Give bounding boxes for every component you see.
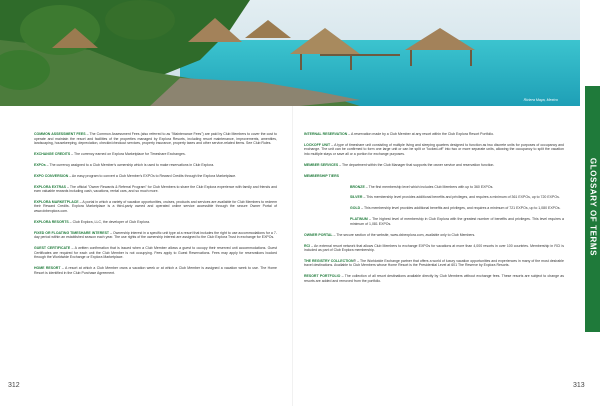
entry-term: EXPLORA MARKETPLACE [34,199,79,204]
entry-term: THE REGISTRY COLLECTION [304,258,354,263]
entry-term: HOME RESORT [34,266,61,271]
glossary-entry [304,163,564,168]
right-column [304,132,564,290]
entry-text: – An easy program to convert a Club Member's EXPOs to Reward Credits through the Explora Marketplace. [68,173,237,178]
entry-term: EXPO CONVERSION [34,173,69,178]
photo-caption: Riviera Maya, Mexico [523,98,558,102]
entry-text: – The collection of all resort destinations available directly by Club Members without exchange fees. These resorts are subject to change as resorts are added and removed from the portfolio. [304,274,564,283]
glossary-entry [34,163,277,168]
entry-term: EXPLORA EXTRAS [34,184,66,189]
entry-text: – A portal in which a variety of vacation opportunities, cruises, products and services are available for Club Members to redeem their Reward Credits. Explora Marketplace is a third-party owned and operated online service accessible through the secure Owner Portal of www.dxbexplora.com. [34,199,277,213]
glossary-entry [304,274,564,283]
entry-term: OWNER PORTAL [304,232,333,237]
tier-term: GOLD [350,206,361,211]
entry-text: ® – The Worldwide Exchange partner that offers a world of luxury vacation opportunities and experiences in many of the most desirable travel destinations. Available to Club Members whose Home Resort is the Presidential Level at 601 The Reserve by Explora Resorts. [304,258,564,268]
entry-term: EXCHANGE CREDITS [34,151,71,156]
entry-text: – The official "Owner Rewards & Referral Program" for Club Members to share the Club Explora experience with family and friends and earn valuable rewards including cash, vacations, rental cars, and so much more. [34,184,277,194]
entry-term: MEMBERSHIP TIERS [304,173,339,178]
glossary-entry [34,152,277,157]
tier-term: BRONZE [350,184,365,189]
entry-term: RCI [304,243,311,248]
entry-text: – The currency assigned to a Club Member's ownership which is used to make reservations in Club Explora. [45,162,215,167]
glossary-entry [304,174,564,179]
glossary-entry [34,174,277,179]
glossary-entry [304,233,564,238]
tier-entry [350,217,564,226]
entry-term: EXPOs [34,162,46,167]
glossary-entry [34,132,277,146]
side-title [586,92,599,322]
glossary-entry [304,259,564,268]
entry-text: – The currency earned on Explora Marketplace for Timeshare Exchanges. [70,151,186,156]
tier-term: PLATINUM [350,217,368,222]
tier-text: – This membership level provides additional benefits and privileges, and requires a minimum of 361 EXPOs, up to 720 EXPOs. [362,195,560,200]
entry-text: – A resort at which a Club Member owns a vacation week or at which a Club Member is assigned a vacation week to use. The Home Resort is identified in the Club Purchase Agreement. [34,266,277,275]
tier-entry [350,206,564,211]
entry-term: EXPLORA RESORTS [34,219,69,224]
entry-text: – The Common Assessment Fees (also referred to as "Maintenance Fees") are paid by Club Members to cover the cost to operate and maintain the resort and facilities of the properties managed by Explora Resorts, including resort maintenance, improvements, amenities, landscaping, housekeeping, depreciation, checkin/checkout services, property insurance, property taxes and other service-related items. See Club Rules. [34,132,277,145]
tier-text: – The first membership level which includes Club Members with up to 360 EXPOs. [364,184,494,189]
page-number-left: 312 [8,382,20,389]
entry-term: FIXED OR FLOATING TIMESHARE INTEREST [34,230,110,235]
entry-term: LOCKOFF UNIT [304,142,331,147]
side-title-text: GLOSSARY OF TERMS [588,157,597,257]
tier-text: – This membership level provides additional benefits and privileges, and requires a minimum of 721 EXPOs, up to 1,080 EXPOs. [360,206,561,211]
left-column [34,132,277,281]
entry-text: – An external resort network that allows Club Members to exchange EXPOs for vacations at more than 4,000 resorts in over 100 countries. Membership in RCI is included as part of Club Explora membership. [304,243,564,253]
glossary-entry [34,266,277,275]
entry-text: – Club Explora, LLC, the developer of Club Explora. [68,219,151,224]
tier-entry [350,185,564,190]
tier-text: – The highest level of membership in Club Explora with the greatest number of benefits and privileges. This level requires a minimum of 1,081 EXPOs. [350,217,564,226]
entry-term: GUEST CERTIFICATE [34,246,71,251]
entry-text: – Ownership interest in a specific unit type at a resort that includes the right to use accommodations for a 7-day period within an established season each year. The use rights of the ownership interest are assigned to the Club Explora Trust in exchange for EXPOs. [34,230,277,240]
header-photo [0,0,580,106]
glossary-entry [304,244,564,253]
glossary-entry [34,200,277,214]
entry-term: RESORT PORTFOLIO [304,274,341,279]
glossary-entry [34,231,277,240]
entry-text: – The secure section of the website, www.dxbexplora.com, available only to Club Members. [332,232,476,237]
lagoon-image [0,0,580,106]
tier-entry [350,195,564,200]
entry-term: COMMON ASSESSMENT FEES [34,132,86,136]
entry-term: INTERNAL RESERVATION [304,132,348,136]
entry-text: – A type of timeshare unit consisting of multiple living and sleeping quarters designed to function as two discrete units for purposes of occupancy and exchange. The unit can be confirmed to form one large unit or can be split or "locked-off" into two or more separate units, allowing the occupancy to split the vacation into multiple stays or save all or a portion for exchange purposes. [304,142,564,156]
glossary-entry [34,185,277,194]
entry-term: MEMBER SERVICES [304,162,339,167]
entry-text: – A reservation made by a Club Member at any resort within the Club Explora Resort Portfolio. [347,132,494,136]
glossary-entry [304,143,564,157]
glossary-entry [304,132,564,137]
entry-text: – A written confirmation that is issued when a Club Member allows a guest to occupy their reserved unit accommodations. Guest Certificates are required for each unit the Club Member is not occupying. Fees apply to Guest Reservations. Fees may apply for reservations booked through the Worldwide Exchange or Explora Marketplace. [34,246,277,260]
entry-text: – The department within the Club Manager that supports the owner service and reservation function. [338,162,495,167]
tier-term: SILVER [350,195,363,200]
glossary-entry [34,246,277,260]
page-number-right: 313 [573,382,585,389]
glossary-entry [34,220,277,225]
page-gutter [292,106,293,406]
